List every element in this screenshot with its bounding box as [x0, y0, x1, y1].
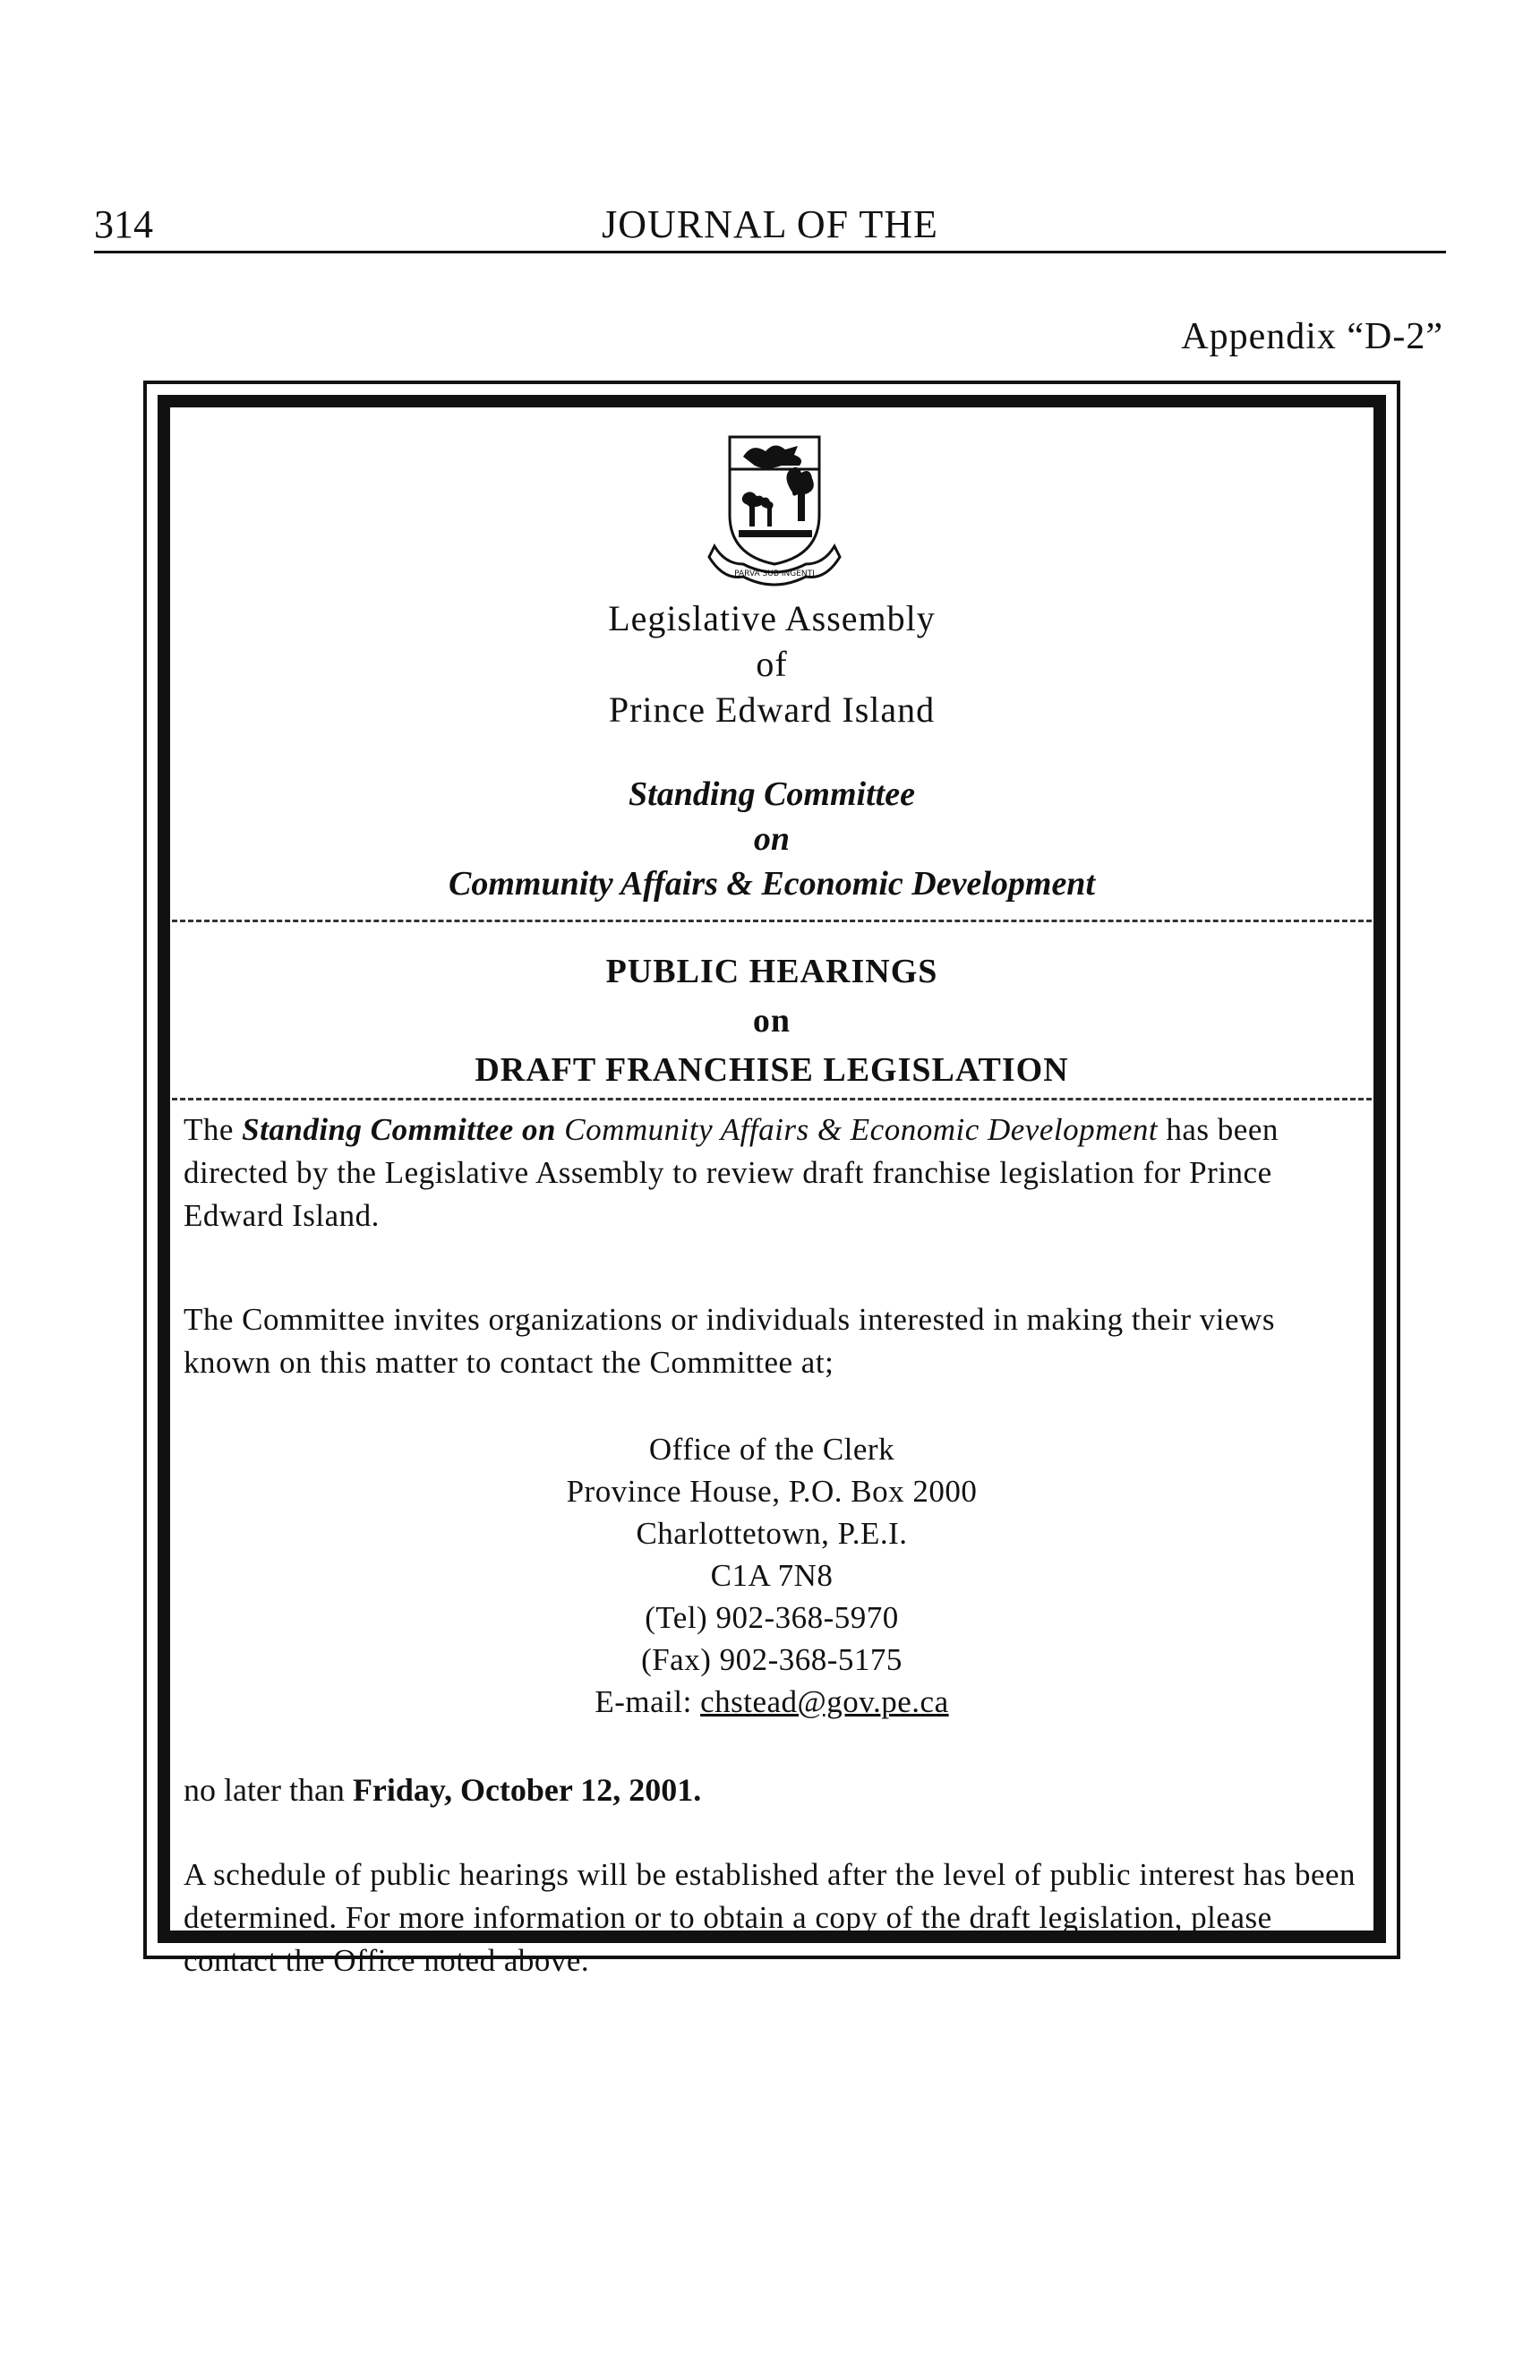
contact-street: Province House, P.O. Box 2000: [566, 1474, 978, 1509]
email-label: E-mail:: [595, 1684, 701, 1719]
crest-motto: PARVA SUB INGENTI: [734, 569, 815, 578]
page-number: 314: [94, 202, 153, 246]
contact-city: Charlottetown, P.E.I.: [636, 1516, 908, 1551]
deadline-prefix: no later than: [184, 1772, 353, 1808]
mandate-rest: has been directed by the Legislative Assembly to review draft franchise legislation for Prince Edward Island.: [184, 1112, 1279, 1233]
committee-line-2: on: [753, 820, 791, 858]
hearings-title: [172, 947, 1372, 1095]
deadline-date: Friday, October 12, 2001.: [352, 1772, 702, 1808]
divider-bottom: [172, 1098, 1372, 1100]
assembly-line-1: Legislative Assembly: [608, 598, 936, 638]
contact-postal: C1A 7N8: [710, 1558, 834, 1593]
committee-line-3: Community Affairs & Economic Development: [449, 865, 1095, 903]
mandate-committee-bold: Standing Committee on: [242, 1112, 557, 1147]
divider-top: [172, 920, 1372, 922]
contact-fax: (Fax) 902-368-5175: [641, 1642, 903, 1677]
paragraph-invitation: The Committee invites organizations or individuals interested in making their views known on this matter to contact the Committee at;: [184, 1302, 1275, 1380]
coat-of-arms-icon: [707, 430, 842, 591]
contact-tel: (Tel) 902-368-5970: [645, 1600, 899, 1635]
running-head: [94, 199, 1446, 253]
appendix-label: Appendix “D-2”: [1181, 316, 1443, 357]
journal-title: JOURNAL OF THE: [602, 202, 938, 246]
assembly-line-3: Prince Edward Island: [608, 689, 936, 730]
contact-address: [172, 1428, 1372, 1723]
email-link[interactable]: chstead@gov.pe.ca: [700, 1684, 949, 1719]
committee-block: [172, 772, 1372, 906]
mandate-committee-name: Community Affairs & Economic Development: [564, 1112, 1159, 1147]
committee-line-1: Standing Committee: [629, 775, 915, 813]
paragraph-mandate: [184, 1109, 1356, 1237]
deadline: [184, 1768, 701, 1811]
hearings-line-2: on: [752, 1002, 791, 1040]
contact-email-line: [172, 1681, 1372, 1723]
mandate-the: The: [184, 1112, 243, 1147]
hearings-line-3: DRAFT FRANCHISE LEGISLATION: [475, 1051, 1069, 1089]
assembly-block: [172, 595, 1372, 732]
assembly-line-2: of: [756, 644, 788, 684]
paragraph-schedule: A schedule of public hearings will be established after the level of public interest has been determined. For more information or to obtain a copy of the draft legislation, please contact the Office noted above.: [184, 1857, 1356, 1978]
contact-office: Office of the Clerk: [648, 1432, 895, 1467]
hearings-line-1: PUBLIC HEARINGS: [605, 953, 938, 990]
